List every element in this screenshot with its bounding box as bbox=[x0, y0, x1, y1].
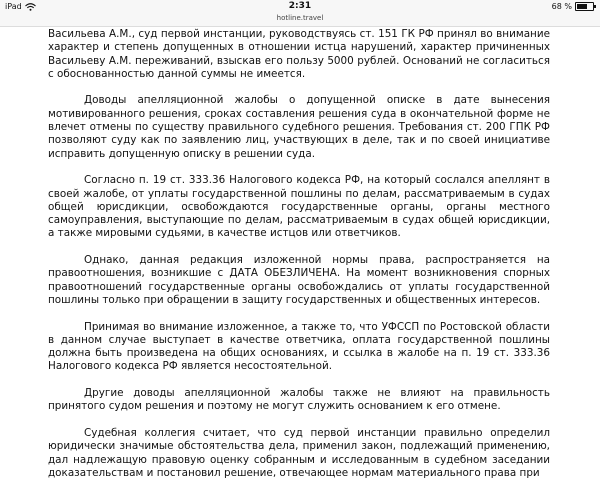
paragraph: Судебная коллегия считает, что суд первой инстанции правильно определил юридически значимые обстоятельства дела, применил закон, подлежащий применению, дал надлежащую правовую оценку собранным и исследованным в судебном заседании доказательствам и постановил решение, отвечающее нормам материального права при bbox=[48, 426, 550, 479]
clock: 2:31 bbox=[288, 1, 312, 11]
battery-icon bbox=[575, 2, 594, 11]
paragraph: Другие доводы апелляционной жалобы также не влияют на правильность принятого судом решения и поэтому не могут служить основанием к его отмене. bbox=[48, 387, 550, 413]
battery-percent: 68 % bbox=[551, 2, 572, 11]
status-bar bbox=[0, 0, 600, 27]
paragraph: Согласно п. 19 ст. 333.36 Налогового кодекса РФ, на который сослался апеллянт в своей жалобе, от уплаты государственной пошлины по делам, рассматриваемым в судах общей юрисдикции, освобождаются государственные органы, органы местного самоуправления, выступающие по делам, рассматриваемым в судах общей юрисдикции, а также мировыми судьями, в качестве истцов или ответчиков. bbox=[48, 174, 550, 240]
paragraph: Однако, данная редакция изложенной нормы права, распространяется на правоотношения, возникшие с ДАТА ОБЕЗЛИЧЕНА. На момент возникновения спорных правоотношений государственные органы освобождались от уплаты государственной пошлины только при обращении в защиту государственных и общественных интересов. bbox=[48, 254, 550, 306]
paragraph: Принимая во внимание изложенное, а также то, что УФССП по Ростовской области в данном случае выступает в качестве ответчика, оплата государственной пошлины должна быть произведена на общих основаниях, и ссылка в жалобе на п. 19 ст. 333.36 Налогового кодекса РФ является несостоятельной. bbox=[48, 320, 550, 373]
device-name: iPad bbox=[5, 2, 22, 11]
battery-level bbox=[577, 4, 587, 9]
document-body bbox=[48, 28, 550, 493]
paragraph: Васильева А.М., суд первой инстанции, руководствуясь ст. 151 ГК РФ принял во внимание характер и степень допущенных в отношении истца нарушений, характер причиненных Васильеву А.М. переживаний, взыскав его пользу 5000 рублей. Оснований не согласиться с обоснованностью данной суммы не имеется. bbox=[48, 28, 550, 80]
battery-tip bbox=[594, 5, 596, 8]
page-host[interactable]: hotline.travel bbox=[276, 14, 324, 22]
status-right bbox=[552, 2, 594, 11]
paragraph: Доводы апелляционной жалобы о допущенной описке в дате вынесения мотивированного решения, сроках составления решения суда в окончательной форме не влечет отмены по существу правильного судебного решения. Требования ст. 200 ГПК РФ позволяют суду как по заявлению лиц, участвующих в деле, так и по своей инициативе исправить допущенную описку в решении суда. bbox=[48, 94, 550, 160]
